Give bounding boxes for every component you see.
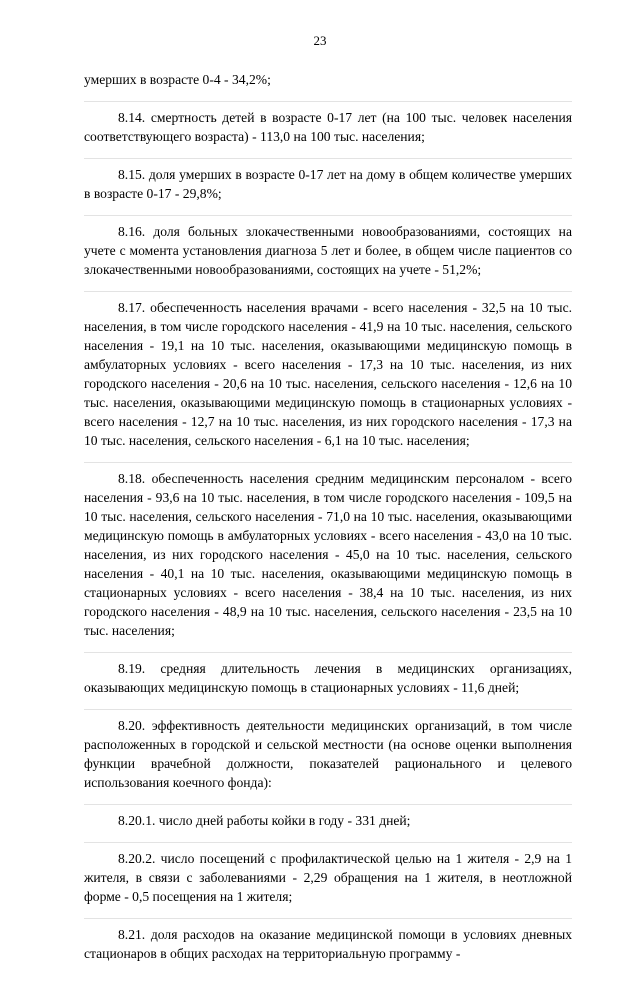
- paragraph-continuation: умерших в возрасте 0-4 - 34,2%;: [84, 70, 572, 102]
- page-number: 23: [313, 33, 327, 48]
- paragraph-8-20-2: 8.20.2. число посещений с профилактической целью на 1 жителя - 2,9 на 1 жителя, в связи с заболеваниями - 2,29 обращения на 1 жителя, в неотложной форме - 0,5 посещения на 1 жителя;: [84, 849, 572, 919]
- paragraph-8-20-1: 8.20.1. число дней работы койки в году - 331 дней;: [84, 811, 572, 843]
- paragraph-8-18: 8.18. обеспеченность населения средним медицинским персоналом - всего населения - 93,6 на 10 тыс. населения, в том числе городского населения - 109,5 на 10 тыс. населения, сельского населения - 71,0 на 10 тыс. населения, оказывающими медицинскую помощь в амбулаторных условиях - всего населения - 43,0 на 10 тыс. населения, из них городского населения - 45,0 на 10 тыс. населения, сельского населения - 40,1 на 10 тыс. населения, оказывающими медицинскую помощь в стационарных условиях - всего населения - 38,4 на 10 тыс. населения, из них городского населения - 48,9 на 10 тыс. населения, сельского населения - 23,5 на 10 тыс. населения;: [84, 469, 572, 653]
- paragraph-8-15: 8.15. доля умерших в возрасте 0-17 лет на дому в общем количестве умерших в возрасте 0-17 - 29,8%;: [84, 165, 572, 216]
- paragraph-8-17: 8.17. обеспеченность населения врачами - всего населения - 32,5 на 10 тыс. населения, в том числе городского населения - 41,9 на 10 тыс. населения, сельского населения - 19,1 на 10 тыс. населения, оказывающими медицинскую помощь в амбулаторных условиях - всего населения - 17,3 на 10 тыс. населения, из них городского населения - 20,6 на 10 тыс. населения, сельского населения - 12,6 на 10 тыс. населения, оказывающими медицинскую помощь в стационарных условиях - всего населения - 12,7 на 10 тыс. населения, из них городского населения - 17,3 на 10 тыс. населения, сельского населения - 6,1 на 10 тыс. населения;: [84, 298, 572, 463]
- paragraph-8-16: 8.16. доля больных злокачественными новообразованиями, состоящих на учете с момента установления диагноза 5 лет и более, в общем числе пациентов со злокачественными новообразованиями, состоящих на учете - 51,2%;: [84, 222, 572, 292]
- paragraph-8-14: 8.14. смертность детей в возрасте 0-17 лет (на 100 тыс. человек населения соответствующего возраста) - 113,0 на 100 тыс. населения;: [84, 108, 572, 159]
- paragraph-8-19: 8.19. средняя длительность лечения в медицинских организациях, оказывающих медицинскую помощь в стационарных условиях - 11,6 дней;: [84, 659, 572, 710]
- paragraph-8-20: 8.20. эффективность деятельности медицинских организаций, в том числе расположенных в городской и сельской местности (на основе оценки выполнения функции врачебной должности, показателей рационального и целевого использования коечного фонда):: [84, 716, 572, 805]
- document-body: [84, 70, 572, 981]
- paragraph-8-21: 8.21. доля расходов на оказание медицинской помощи в условиях дневных стационаров в общих расходах на территориальную программу -: [84, 927, 572, 961]
